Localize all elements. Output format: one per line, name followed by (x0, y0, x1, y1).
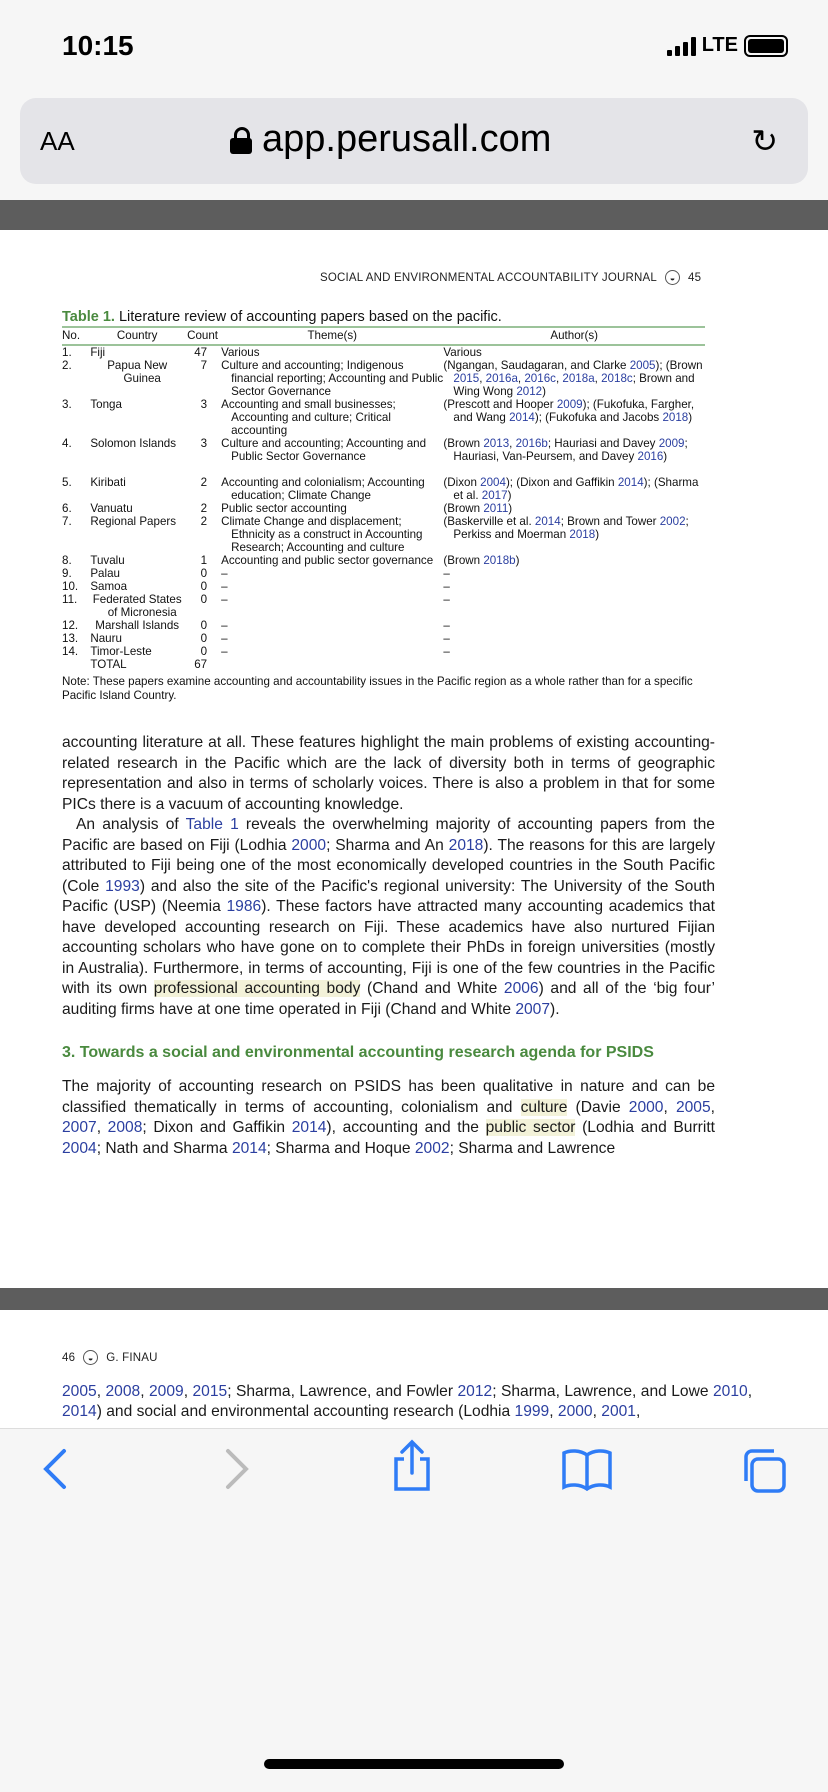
row-number: 4. (62, 437, 72, 450)
citation-link[interactable]: 2008 (107, 1119, 143, 1136)
theme-cell: Climate Change and displacement; Ethnicity as a construct in Accounting Research; Accounting and culture (221, 515, 423, 554)
country-cell: Marshall Islands (95, 619, 180, 632)
citation-link[interactable]: 2005 (62, 1383, 97, 1400)
clock: 10:15 (62, 30, 134, 61)
citation-link[interactable]: 2009 (658, 437, 685, 450)
citation-link[interactable]: 2004 (62, 1139, 97, 1157)
row-number (62, 658, 90, 671)
text-segment: , (549, 1403, 558, 1420)
text-segment: , (183, 1383, 193, 1400)
bookmarks-icon[interactable] (560, 1447, 614, 1501)
table-row (62, 593, 705, 619)
authors-cell (443, 567, 705, 580)
table-row (62, 398, 705, 437)
text-segment: (Brown (443, 437, 484, 450)
row-number: 12. (62, 619, 79, 632)
citation-link[interactable]: 2009 (556, 398, 583, 411)
paragraph (62, 815, 715, 1020)
page-content (62, 308, 715, 1159)
theme-cell: – (221, 645, 228, 658)
citation-link[interactable]: 2005 (629, 359, 656, 372)
running-head (320, 270, 701, 285)
citation-link[interactable]: 2018c (601, 372, 633, 385)
count-cell: 0 (200, 645, 208, 658)
col-country: Country (116, 329, 158, 342)
row-number: 1. (62, 346, 72, 359)
text-segment: ; Sharma and Lawrence (449, 1139, 616, 1157)
theme-cell: Culture and accounting; Accounting and Public Sector Governance (221, 437, 427, 463)
citation-link[interactable]: 2006 (503, 980, 539, 997)
text-segment: (Brown (443, 502, 484, 515)
text-segment: ) and also the site of the Pacific's regional university: The University of the South Pacific (USP) (Neemia (62, 877, 715, 915)
authors-cell (443, 437, 705, 476)
row-number: 6. (62, 502, 72, 515)
back-icon[interactable] (40, 1447, 70, 1501)
page-number: 45 (688, 271, 702, 284)
text-segment: – (443, 567, 450, 580)
text-segment: ; Hauriasi, Van-Peursem, and Davey (453, 437, 688, 463)
table-label: Table 1. (62, 309, 115, 325)
country-cell: Tonga (90, 398, 122, 411)
url-field[interactable] (230, 118, 551, 161)
col-authors: Author(s) (550, 329, 599, 342)
theme-cell: Culture and accounting; Indigenous financial reporting; Accounting and Public Sector Governance (221, 359, 444, 398)
text-segment: – (443, 645, 450, 658)
count-cell: 2 (200, 502, 208, 515)
signal-icon (667, 36, 696, 56)
table-row (62, 437, 705, 476)
row-number: 9. (62, 567, 72, 580)
browser-toolbar (0, 1428, 828, 1792)
theme-cell: Public sector accounting (221, 502, 347, 515)
citation-link[interactable]: 2016 (637, 450, 664, 463)
table-note: Note: These papers examine accounting and accountability issues in the Pacific region as a whole rather than for a specific Pacific Island Country. (62, 675, 693, 702)
citation-link[interactable]: 2014 (509, 411, 535, 424)
text-segment: (Dixon (443, 476, 481, 489)
authors-cell (443, 476, 705, 502)
citation-link[interactable]: 2018a (562, 372, 595, 385)
share-icon[interactable] (390, 1439, 434, 1503)
text-segment: , (555, 372, 563, 385)
text-segment: ; Nath and Sharma (96, 1139, 232, 1157)
count-cell: 0 (200, 632, 208, 645)
text-segment: ); (Brown (655, 359, 703, 372)
status-indicators (667, 34, 788, 57)
text-segment: ); (Fukofuka and Jacobs (534, 411, 663, 424)
text-segment: , (479, 372, 486, 385)
authors-cell (443, 619, 705, 632)
text-segment: ), accounting and the (326, 1119, 486, 1136)
count-cell: 0 (200, 619, 208, 632)
citation-link[interactable]: 2015 (192, 1383, 228, 1400)
url-text: app.perusall.com (262, 118, 552, 160)
text-segment: (Baskerville et al. (443, 515, 535, 528)
citation-link[interactable]: 2018 (662, 411, 689, 424)
text-segment: ) (507, 489, 512, 502)
count-cell: 2 (200, 476, 208, 489)
table-row (62, 359, 705, 398)
text-segment: , (517, 372, 525, 385)
citation-link[interactable]: 2014 (62, 1403, 97, 1420)
text-segment: ) (595, 528, 600, 541)
page-46 (0, 1310, 828, 1428)
count-cell: 0 (200, 567, 208, 580)
table-header-row (62, 327, 705, 345)
theme-cell: Accounting and colonialism; Accounting education; Climate Change (221, 476, 425, 502)
table-row (62, 345, 705, 359)
row-number: 10. (62, 580, 79, 593)
text-segment: – (443, 619, 450, 632)
country-cell: Timor-Leste (90, 645, 152, 658)
text-segment: – (443, 580, 450, 593)
authors-cell (443, 502, 705, 515)
count-cell: 3 (200, 398, 208, 411)
citation-link[interactable]: 2016a (485, 372, 518, 385)
country-cell: Vanuatu (90, 502, 133, 515)
citation-link[interactable]: 2015 (453, 372, 480, 385)
table-row (62, 502, 705, 515)
highlighted-text: culture (520, 1098, 568, 1116)
text-segment: ). (550, 1000, 560, 1018)
table-row (62, 567, 705, 580)
text-segment: , (635, 1403, 641, 1420)
table-row (62, 515, 705, 554)
citation-link[interactable]: 2016b (515, 437, 548, 450)
text-segment: , (96, 1119, 108, 1136)
citation-link[interactable]: 2013 (483, 437, 510, 450)
home-indicator[interactable] (264, 1759, 564, 1769)
theme-cell: – (221, 619, 228, 632)
citation-link[interactable]: 2012 (516, 385, 543, 398)
count-cell: 0 (200, 580, 208, 593)
row-number: 5. (62, 476, 72, 489)
authors-cell (443, 593, 705, 619)
text-segment: ) (688, 411, 693, 424)
country-cell: Samoa (90, 580, 128, 593)
count-cell: 47 (194, 346, 208, 359)
theme-cell: Accounting and public sector governance (221, 554, 434, 567)
country-cell: Solomon Islands (90, 437, 177, 450)
reload-icon[interactable]: ↻ (751, 123, 778, 159)
citation-link[interactable]: 2018 (569, 528, 596, 541)
highlighted-text: public sector (485, 1119, 576, 1136)
authors-cell (443, 359, 705, 398)
authors-cell (443, 515, 705, 554)
reader-settings-button[interactable]: AA (40, 126, 75, 156)
text-segment: (Lodhia and Burritt (575, 1119, 715, 1136)
author-name: G. FINAU (106, 1351, 158, 1364)
country-cell: Nauru (90, 632, 122, 645)
forward-icon[interactable] (222, 1447, 252, 1501)
lock-icon (230, 127, 252, 153)
text-segment: , (710, 1098, 715, 1116)
text-segment: , (592, 1403, 602, 1420)
authors-cell (443, 632, 705, 645)
text-segment: ); (Fukofuka, Fargher, and Wang (453, 398, 695, 424)
tabs-icon[interactable] (740, 1447, 788, 1505)
authors-cell (443, 580, 705, 593)
text-segment: ). The reasons for this are largely attributed to Fiji being one of the most economically developed countries in the South Pacific (Cole (62, 836, 715, 895)
battery-icon (744, 35, 788, 57)
citation-link[interactable]: 2008 (105, 1383, 141, 1400)
col-no: No. (62, 329, 81, 342)
paragraph (62, 733, 715, 815)
citation-link[interactable]: 2014 (291, 1119, 327, 1136)
citation-link[interactable]: 2009 (149, 1383, 184, 1400)
journal-logo-icon: ◒ (83, 1350, 98, 1365)
citation-link[interactable]: 2010 (712, 1383, 748, 1400)
citation-link[interactable]: 1999 (514, 1403, 550, 1420)
text-segment: ) and all of the ‘big four’ auditing firms have at one time operated in Fiji (Chand and White (62, 980, 715, 1018)
country-cell: Palau (90, 567, 120, 580)
text-segment: (Davie (567, 1098, 629, 1116)
citation-link[interactable]: 2017 (481, 489, 508, 502)
text-segment: , (140, 1383, 149, 1400)
authors-cell (443, 645, 705, 658)
network-type: LTE (701, 34, 738, 56)
table-caption (62, 308, 715, 326)
text-segment: (Chand and White (360, 980, 504, 997)
citation-link[interactable]: 1993 (105, 877, 140, 895)
theme-cell (221, 658, 443, 671)
citation-link[interactable]: 2001 (601, 1403, 636, 1420)
count-cell: 2 (200, 515, 208, 528)
country-cell: Fiji (90, 346, 106, 359)
citation-link[interactable]: 2005 (675, 1098, 711, 1116)
page-number: 46 (62, 1351, 76, 1364)
text-segment: ; Sharma, Lawrence, and Fowler (227, 1383, 458, 1400)
text-segment: ) (508, 502, 513, 515)
text-segment: (Prescott and Hooper (443, 398, 557, 411)
page-45 (0, 230, 828, 1288)
country-cell: TOTAL (90, 658, 127, 671)
table-row (62, 658, 705, 671)
citation-link[interactable]: 2000 (628, 1098, 664, 1116)
row-number: 3. (62, 398, 72, 411)
address-bar[interactable] (20, 98, 808, 184)
text-segment: ; Sharma, Lawrence, and Lowe (492, 1383, 713, 1400)
text-segment: An analysis of (76, 816, 186, 833)
text-segment: The majority of accounting research on PSIDS has been qualitative in nature and can be classified thematically in terms of accounting, colonialism and (62, 1078, 715, 1116)
text-segment: ; Sharma and An (326, 836, 449, 854)
text-segment: , (747, 1383, 753, 1400)
count-cell: 3 (200, 437, 208, 450)
text-segment: (Ngangan, Saudagaran, and Clarke (443, 359, 630, 372)
col-themes: Theme(s) (307, 329, 358, 342)
citation-link[interactable]: 2018 (448, 836, 484, 854)
text-segment: , (96, 1383, 106, 1400)
table-row (62, 580, 705, 593)
text-segment: ) (663, 450, 668, 463)
journal-title: SOCIAL AND ENVIRONMENTAL ACCOUNTABILITY JOURNAL (320, 271, 658, 284)
citation-link[interactable]: 2004 (480, 476, 506, 489)
citation-link[interactable]: Table 1 (185, 816, 239, 833)
citation-link[interactable]: 2002 (414, 1139, 450, 1157)
running-head (62, 1350, 158, 1365)
citation-link[interactable]: 2012 (457, 1383, 493, 1400)
text-segment: ; Brown and Tower (560, 515, 660, 528)
text-segment: ; Hauriasi and Davey (547, 437, 659, 450)
table-row (62, 554, 705, 567)
citation-link[interactable]: 2000 (291, 836, 327, 854)
citation-link[interactable]: 2018b (483, 554, 516, 567)
literature-table (62, 326, 705, 671)
authors-cell (443, 658, 705, 671)
row-number: 2. (62, 359, 72, 372)
theme-cell: – (221, 593, 228, 606)
text-segment: , (594, 372, 602, 385)
table-title: Literature review of accounting papers based on the pacific. (118, 309, 502, 325)
text-segment: ; Dixon and Gaffikin (142, 1119, 292, 1136)
status-bar (0, 0, 828, 95)
text-segment: – (443, 593, 450, 606)
text-segment: ; Brown and Wing Wong (453, 372, 695, 398)
country-cell: Kiribati (90, 476, 126, 489)
theme-cell: – (221, 580, 228, 593)
citation-link[interactable]: 2007 (62, 1119, 97, 1136)
text-segment: (Brown (443, 554, 484, 567)
theme-cell: Various (221, 346, 260, 359)
country-cell: Tuvalu (90, 554, 125, 567)
citation-link[interactable]: 2002 (659, 515, 686, 528)
journal-logo-icon: ◒ (665, 270, 680, 285)
row-number: 14. (62, 645, 79, 658)
count-cell: 0 (200, 593, 208, 606)
text-segment: reveals the overwhelming majority of accounting papers from the Pacific are based on Fiji (Lodhia (62, 816, 715, 854)
row-number: 13. (62, 632, 79, 645)
table-row (62, 645, 705, 658)
count-cell: 67 (194, 658, 208, 671)
table-row (62, 632, 705, 645)
section-heading: 3. Towards a social and environmental accounting research agenda for PSIDS (62, 1044, 654, 1061)
theme-cell: – (221, 567, 228, 580)
text-segment: , (663, 1098, 676, 1116)
text-segment: ); (Sharma et al. (453, 476, 699, 502)
citation-link[interactable]: 2014 (231, 1139, 267, 1157)
highlighted-text: professional accounting body (153, 980, 361, 997)
citation-link[interactable]: 2007 (515, 1000, 551, 1018)
citation-link[interactable]: 1986 (226, 898, 262, 915)
country-cell: Regional Papers (90, 515, 177, 528)
text-segment: ); (Dixon and Gaffikin (505, 476, 618, 489)
citation-link[interactable]: 2014 (617, 476, 644, 489)
authors-cell (443, 398, 705, 437)
text-segment: ; Sharma and Hoque (266, 1139, 415, 1157)
text-segment: accounting literature at all. These features highlight the main problems of existing accounting-related research in the Pacific which are the lack of diversity both in terms of geographic representation and also in terms of scholarly voices. There is also a problem in that for some PICs there is a vacuum of accounting knowledge. (62, 734, 715, 813)
text-segment: ) (542, 385, 547, 398)
document-viewer[interactable] (0, 200, 828, 1428)
paragraph (62, 1382, 752, 1422)
text-segment: ). These factors have attracted many accounting academics that have developed accounting research on Fiji. These academics have also nurtured Fijian accounting scholars who have gone on to complete their PhDs in foreign universities (mostly in Australia). Furthermore, in terms of accounting, Fiji is one of the few countries in the Pacific with its own (62, 898, 715, 997)
col-count: Count (187, 329, 219, 342)
text-segment: ; Perkiss and Moerman (453, 515, 689, 541)
text-segment: – (443, 632, 450, 645)
text-segment: , (509, 437, 516, 450)
count-cell: 7 (200, 359, 208, 372)
authors-cell (443, 345, 705, 359)
paragraph (62, 1077, 715, 1159)
row-number: 11. (62, 593, 78, 606)
country-cell: Federated States of Micronesia (92, 593, 182, 619)
country-cell: Papua New Guinea (107, 359, 168, 385)
text-segment: Various (443, 346, 482, 359)
citation-link[interactable]: 2000 (557, 1403, 593, 1420)
text-segment: ) (515, 554, 520, 567)
table-row (62, 619, 705, 632)
count-cell: 1 (200, 554, 208, 567)
citation-link[interactable]: 2014 (534, 515, 561, 528)
row-number: 8. (62, 554, 72, 567)
text-segment: ) and social and environmental accounting research (Lodhia (96, 1403, 515, 1420)
theme-cell: – (221, 632, 228, 645)
table-row (62, 476, 705, 502)
authors-cell (443, 554, 705, 567)
theme-cell: Accounting and small businesses; Accounting and culture; Critical accounting (221, 398, 396, 437)
row-number: 7. (62, 515, 72, 528)
citation-link[interactable]: 2016c (524, 372, 556, 385)
citation-link[interactable]: 2011 (483, 502, 509, 515)
